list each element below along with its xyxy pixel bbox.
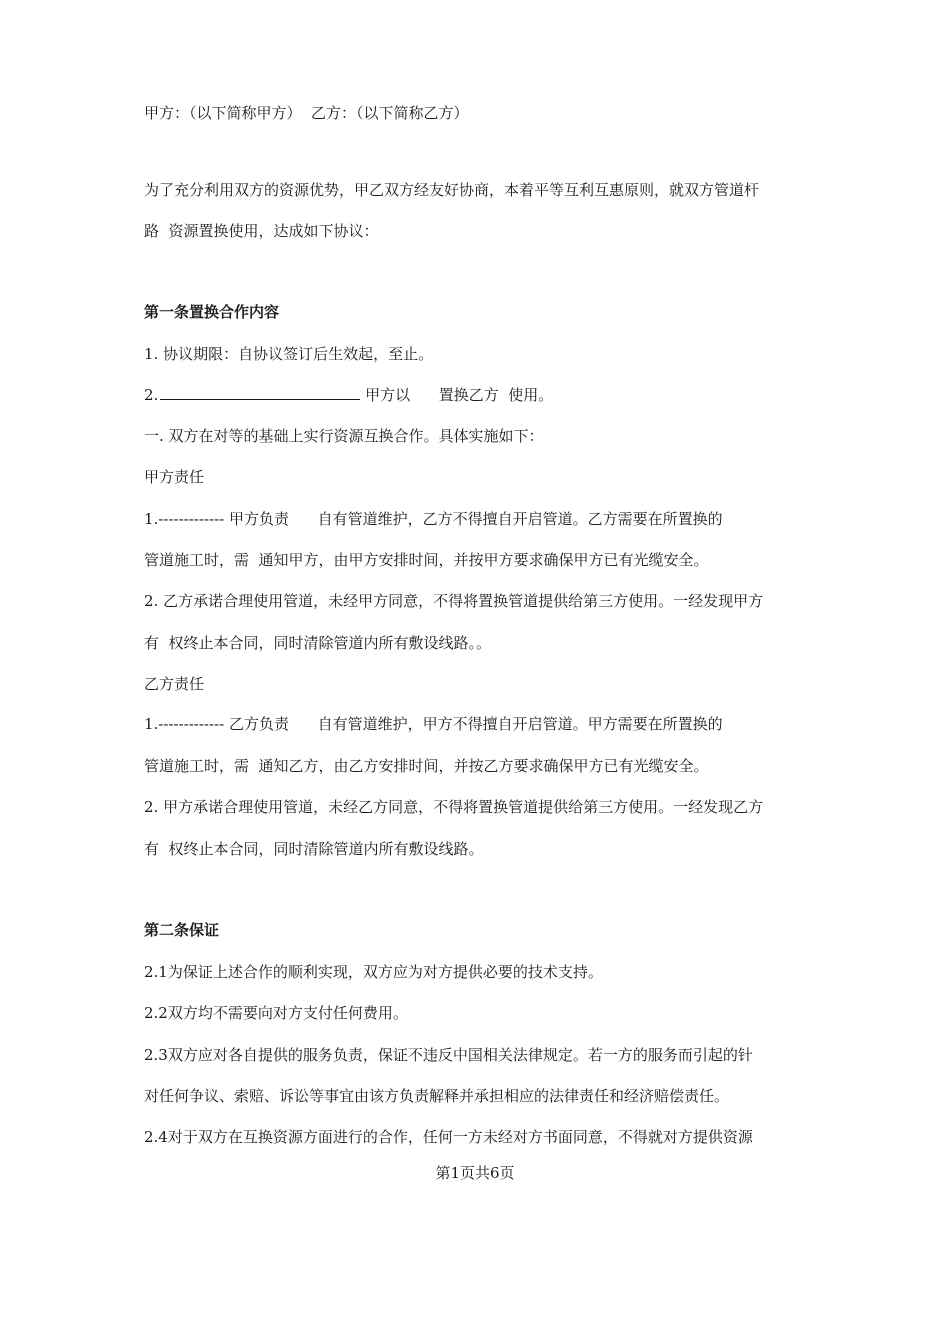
article-2-clause-3b: 对任何争议、索赔、诉讼等事宜由该方负责解释并承担相应的法律责任和经济赔偿责任。	[144, 1087, 730, 1105]
article-1-item-1: 1. 协议期限：自协议签订后生效起，至止。	[144, 345, 434, 363]
party-a-clause-1a: 1.------------- 甲方负责 自有管道维护，乙方不得擅自开启管道。乙方需要在所置换的	[144, 510, 723, 528]
article-1-title: 第一条置换合作内容	[144, 303, 280, 321]
article-2-clause-2: 2.2双方均不需要向对方支付任何费用。	[144, 1004, 408, 1022]
article-2-clause-4: 2.4对于双方在互换资源方面进行的合作，任何一方未经对方书面同意，不得就对方提供资源	[144, 1128, 753, 1146]
party-b-clause-2a: 2. 甲方承诺合理使用管道，未经乙方同意，不得将置换管道提供给第三方使用。一经发现乙方	[144, 798, 764, 816]
article-2-clause-1: 2.1为保证上述合作的顺利实现，双方应为对方提供必要的技术支持。	[144, 963, 603, 981]
item-2-prefix: 2.	[144, 386, 159, 404]
parties-line: 甲方：（以下简称甲方） 乙方：（以下简称乙方）	[144, 104, 469, 122]
page-footer: 第1页共6页	[435, 1164, 515, 1182]
party-a-clause-1b: 管道施工时，需 通知甲方，由甲方安排时间，并按甲方要求确保甲方已有光缆安全。	[144, 551, 709, 569]
party-b-clause-1a: 1.------------- 乙方负责 自有管道维护，甲方不得擅自开启管道。甲方需要在所置换的	[144, 715, 723, 733]
party-a-heading: 甲方责任	[144, 468, 205, 486]
party-b-clause-1b: 管道施工时，需 通知乙方，由乙方安排时间，并按乙方要求确保甲方已有光缆安全。	[144, 757, 709, 775]
article-1-item-2	[144, 385, 553, 405]
article-2-title: 第二条保证	[144, 921, 220, 939]
party-b-clause-2b: 有 权终止本合同，同时清除管道内所有敷设线路。	[144, 840, 484, 858]
blank-underline	[160, 386, 360, 400]
party-a-clause-2b: 有 权终止本合同，同时清除管道内所有敷设线路。。	[144, 634, 492, 652]
party-b-heading: 乙方责任	[144, 675, 205, 693]
article-2-clause-3a: 2.3双方应对各自提供的服务负责，保证不违反中国相关法律规定。若一方的服务而引起的针	[144, 1046, 753, 1064]
intro-line-1: 为了充分利用双方的资源优势，甲乙双方经友好协商，本着平等互利互惠原则，就双方管道杆	[144, 181, 760, 199]
item-2-suffix: 甲方以 置换乙方 使用。	[360, 386, 554, 404]
article-1-item-3: 一. 双方在对等的基础上实行资源互换合作。具体实施如下：	[144, 427, 544, 445]
party-a-clause-2a: 2. 乙方承诺合理使用管道，未经甲方同意，不得将置换管道提供给第三方使用。一经发现甲方	[144, 592, 764, 610]
intro-line-2: 路 资源置换使用，达成如下协议：	[144, 222, 379, 240]
